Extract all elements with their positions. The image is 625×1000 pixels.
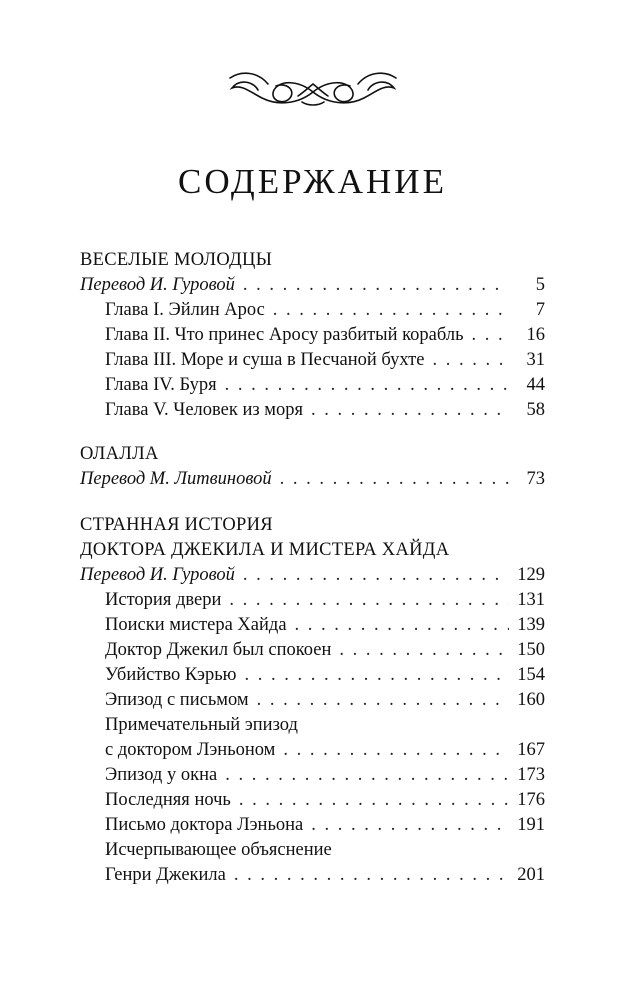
- entry-label-first-line: Исчерпывающее объяснение: [105, 840, 332, 860]
- leader-dots: [311, 813, 509, 838]
- entry-label: Эпизод у окна: [105, 765, 218, 785]
- entry-label: История двери: [105, 590, 222, 610]
- entry-label: Доктор Джекил был спокоен: [105, 640, 332, 660]
- entry-label: Глава I. Эйлин Арос: [105, 300, 265, 320]
- toc-entry[interactable]: [80, 588, 545, 613]
- toc-entry[interactable]: [80, 348, 545, 373]
- entry-label: Перевод И. Гуровой: [80, 565, 235, 585]
- page-number: 58: [526, 400, 545, 420]
- toc-entry[interactable]: [80, 373, 545, 398]
- page-number: 167: [517, 740, 545, 760]
- entry-label: Поиски мистера Хайда: [105, 615, 287, 635]
- leader-dots: [234, 863, 509, 888]
- section-title: ОЛАЛЛА: [80, 444, 159, 464]
- entry-label: Глава IV. Буря: [105, 375, 217, 395]
- page-number: 176: [517, 790, 545, 810]
- leader-dots: [295, 613, 509, 638]
- toc-entry[interactable]: [80, 398, 545, 423]
- page-number: 139: [517, 615, 545, 635]
- leader-dots: [283, 738, 509, 763]
- toc-entry[interactable]: [80, 813, 545, 838]
- entry-label: Генри Джекила: [105, 865, 226, 885]
- page-number: 5: [535, 275, 545, 295]
- page-number: 7: [535, 300, 545, 320]
- toc-entry[interactable]: [80, 688, 545, 713]
- section-gap: [80, 423, 545, 442]
- entry-label: Глава V. Человек из моря: [105, 400, 304, 420]
- toc-entry[interactable]: [80, 613, 545, 638]
- entry-label: Глава II. Что принес Аросу разбитый корабль: [105, 325, 464, 345]
- page-number: 129: [517, 565, 545, 585]
- page-number: 44: [526, 375, 545, 395]
- leader-dots: [244, 663, 509, 688]
- toc-entry-translator[interactable]: [80, 467, 545, 492]
- section-title: ВЕСЕЛЫЕ МОЛОДЦЫ: [80, 250, 273, 270]
- page-number: 154: [517, 665, 545, 685]
- leader-dots: [472, 323, 509, 348]
- leader-dots: [225, 373, 509, 398]
- page-number: 160: [517, 690, 545, 710]
- page-number: 73: [526, 469, 545, 489]
- leader-dots: [257, 688, 509, 713]
- entry-label: Эпизод с письмом: [105, 690, 249, 710]
- entry-label: Письмо доктора Лэньона: [105, 815, 304, 835]
- flourish-ornament: [228, 62, 398, 122]
- toc-entry[interactable]: [80, 323, 545, 348]
- page-title: СОДЕРЖАНИЕ: [178, 162, 447, 201]
- leader-dots: [432, 348, 509, 373]
- leader-dots: [280, 467, 509, 492]
- page-number: 31: [526, 350, 545, 370]
- toc-entry[interactable]: [80, 298, 545, 323]
- leader-dots: [239, 788, 509, 813]
- section-title: СТРАННАЯ ИСТОРИЯ: [80, 515, 273, 535]
- section-gap: [80, 492, 545, 513]
- toc-entry[interactable]: [80, 638, 545, 663]
- entry-label: Последняя ночь: [105, 790, 231, 810]
- toc-entry-translator[interactable]: [80, 563, 545, 588]
- toc-entry[interactable]: [80, 738, 545, 763]
- toc-entry[interactable]: [80, 663, 545, 688]
- page-number: 16: [526, 325, 545, 345]
- page-number: 201: [517, 865, 545, 885]
- page-number: 191: [517, 815, 545, 835]
- toc-entry-translator[interactable]: [80, 273, 545, 298]
- leader-dots: [225, 763, 509, 788]
- table-of-contents: [80, 248, 545, 888]
- page-number: 131: [517, 590, 545, 610]
- entry-label: Перевод И. Гуровой: [80, 275, 235, 295]
- page-number: 173: [517, 765, 545, 785]
- toc-entry[interactable]: [80, 863, 545, 888]
- leader-dots: [273, 298, 509, 323]
- entry-label: с доктором Лэньоном: [105, 740, 276, 760]
- leader-dots: [311, 398, 509, 423]
- leader-dots: [243, 563, 509, 588]
- entry-label-first-line: Примечательный эпизод: [105, 715, 298, 735]
- leader-dots: [229, 588, 509, 613]
- leader-dots: [339, 638, 509, 663]
- toc-entry[interactable]: [80, 763, 545, 788]
- leader-dots: [243, 273, 509, 298]
- entry-label: Перевод М. Литвиновой: [80, 469, 272, 489]
- entry-label: Убийство Кэрью: [105, 665, 237, 685]
- toc-entry[interactable]: [80, 788, 545, 813]
- entry-label: Глава III. Море и суша в Песчаной бухте: [105, 350, 425, 370]
- page-number: 150: [517, 640, 545, 660]
- section-title: ДОКТОРА ДЖЕКИЛА И МИСТЕРА ХАЙДА: [80, 540, 450, 560]
